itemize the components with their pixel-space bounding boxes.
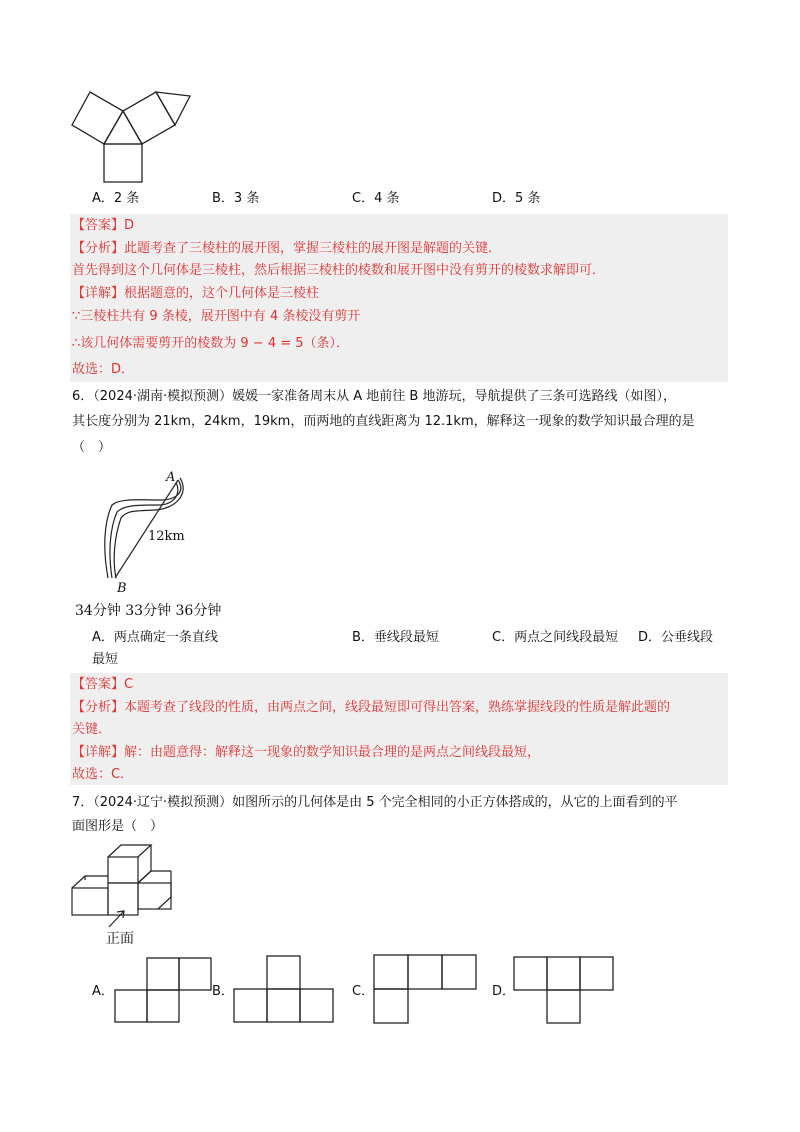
q7-option-b-label: B．	[212, 984, 234, 999]
q5-option-d: D．5 条	[492, 191, 541, 206]
q6-stem-line-2: 其长度分别为 21km，24km，19km，而两地的直线距离为 12.1km，解释这一现象的数学知识最合理的是	[72, 414, 695, 429]
q6-option-d-cont: 最短	[92, 652, 119, 667]
front-view-label: 正面	[106, 931, 134, 947]
q5-detail-3: ∴该几何体需要剪开的棱数为 9 − 4 = 5（条）．	[72, 336, 350, 351]
q6-analysis-2: 关键．	[72, 722, 112, 737]
q6-stem-line-1: 6．（2024·湖南·模拟预测）媛媛一家准备周末从 A 地前往 B 地游玩，导航提供了三条可选路线（如图），	[72, 389, 676, 404]
q6-analysis-1: 【分析】本题考查了线段的性质，由两点之间，线段最短即可得出答案，熟练掌握线段的性质是解此题的	[72, 700, 671, 715]
q6-choose: 故选：C．	[72, 767, 134, 782]
q6-option-c: C．两点之间线段最短	[492, 630, 619, 645]
q6-option-d: D．公垂线段	[638, 630, 714, 645]
q7-grid-a	[115, 958, 211, 1022]
q5-analysis-2: 首先得到这个几何体是三棱柱，然后根据三棱柱的棱数和展开图中没有剪开的棱数求解即可．	[72, 263, 606, 278]
q5-option-b: B．3 条	[212, 191, 260, 206]
q7-grid-c	[374, 955, 476, 1023]
q5-analysis-1: 【分析】此题考查了三棱柱的展开图，掌握三棱柱的展开图是解题的关键．	[72, 241, 502, 256]
route-distance-label: 12km	[148, 529, 185, 544]
q6-stem-line-3: （ ）	[72, 440, 112, 455]
q7-option-c-label: C．	[352, 984, 375, 999]
q5-choose: 故选：D．	[72, 362, 135, 377]
q7-stem-line-2: 面图形是（ ）	[72, 819, 164, 834]
q6-option-a: A．两点确定一条直线	[92, 630, 218, 645]
q7-grid-b	[234, 956, 333, 1022]
q5-detail-1: 【详解】根据题意的，这个几何体是三棱柱	[72, 286, 320, 301]
route-label-a: A	[166, 470, 176, 485]
route-label-b: B	[117, 581, 127, 596]
q6-route-times: 34分钟 33分钟 36分钟	[75, 603, 222, 619]
q6-option-b: B．垂线段最短	[352, 630, 439, 645]
q7-stem-line-1: 7．（2024·辽宁·模拟预测）如图所示的几何体是由 5 个完全相同的小正方体搭成的，从它的上面看到的平	[72, 795, 678, 810]
q5-option-a: A．2 条	[92, 191, 140, 206]
q7-option-a-label: A．	[92, 984, 114, 999]
q5-detail-2: ∵三棱柱共有 9 条棱，展开图中有 4 条棱没有剪开	[72, 309, 361, 324]
q6-answer: 【答案】C	[72, 677, 134, 692]
q5-option-c: C．4 条	[352, 191, 400, 206]
q7-option-d-label: D．	[492, 984, 516, 999]
q6-detail-1: 【详解】解：由题意得：解释这一现象的数学知识最合理的是两点之间线段最短，	[72, 745, 541, 760]
q7-grid-d	[514, 957, 613, 1023]
q5-answer: 【答案】D	[72, 218, 135, 233]
